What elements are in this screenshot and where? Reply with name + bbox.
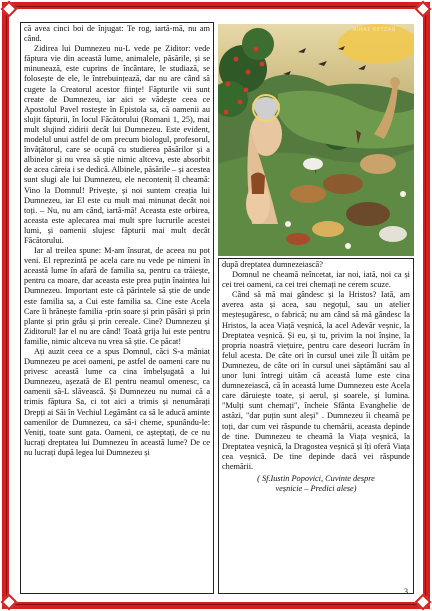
adam-naming-animals-icon (218, 24, 414, 256)
left-column-text (24, 24, 210, 592)
paragraph: Domnul ne cheamă neîncetat, iar noi, iată, noi ca și cei trei oameni, ca cei trei chemați ne cerem scuze. (222, 270, 410, 290)
paragraph: Când să mă mai gândesc și la Hristos? Iată, am averea asta și acea, sau negoțul, sau un atelier meșteșugăresc, o fabrică; nu am când să mă gândesc la Hristos, la acea Viață veșnică, la acel Adevăr veșnic, la Dreptatea veșnică. Și eu, și tu, privim la noi înșine, la propria noastră viețuire, pentru care deseori lucrăm în felul acesta. De câte ori în cursul unei zile Îl uităm pe Dumnezeu, de câte ori în cursul unei săptămâni sau al unor luni întregi uităm că această lume este cina dumnezeiască, că în această lume Dumnezeu este Acela care dăruiește toate, și aerul, și soarele, și lumina. "Mulți sunt chemați", încheie Sfânta Evanghelie de astăzi, "dar puțin sunt aleși" . Dumnezeu îi cheamă pe toți, dar cum vei răspunde tu chemării, aceasta depinde de tine. Dumnezeu te cheamă la Viața veșnică, la Dreptatea veșnică, la Dragostea veșnică și îți oferă Viața cea veșnică. De tine depinde dacă vei răspunde chemării. (222, 290, 410, 471)
paragraph: că avea cinci boi de înjugat: Te rog, iartă-mă, nu am când. (24, 24, 210, 44)
paragraph: Iar al treilea spune: M-am însurat, de aceea nu pot veni. El reprezintă pe acela care nu vede pe nimeni în această lume în afară de familia sa, pentru ca trăiește, pentru ca moare, dar aceasta este prea puțin înaintea lui Dumnezeu. Important este că părintele să știe de unde este familia sa, a Cui este familia sa. Cine este Acela Care îi hrănește familia -prin soare și prin păsări și prin plante și prin grâu și prin cereale. Cine? Dumnezeu și Ziditorul! Iar el nu are când! Toată grija lui este pentru familie, nimic altceva nu vrea să știe. Ce păcat! (24, 246, 210, 346)
source-citation (222, 474, 410, 494)
paragraph: Zidirea lui Dumnezeu nu-L vede pe Ziditor: vede făptura vie din această lume, animalele, păsările, și se minunează, este cuprins de încântare, le studiază, se folosește de ele, le întrebuințează, dar nu are când să cugete la Creatorul acestor ființe! Făpturile vii sunt create de Dumnezeu, iar aici se vădește ceea ce Apostolul Pavel rostește în Epistola sa, că oamenii au slujit făpturii, în locul Făcătorului (Romani 1, 25), mai mult slujind zidirii decât lui Dumnezeu. Este evident, modelul unui astfel de om precum biologul, profesorul, învățătorul, care se ocupă cu studierea păsărilor și a albinelor și nu vrea să știe nimic altceva, este absorbit de acea căreia i se dedică. Albinele, păsările – și acestea sunt slugi ale lui Dumnezeu, ele neconteniț îl cheamă: Vino la Domnul! Privește, și noi suntem creația lui Dumnezeu, iar El este cu mult mai minunat decât noi toți. – Nu, nu am când, iartă-mă! Aceasta este orbirea, aceasta este aplecarea mai mult spre lucrurile acestei lumi, și oamenii slujesc făpturii mai mult decât Făcătorului. (24, 44, 210, 245)
right-column-text (222, 260, 410, 592)
paragraph: Ați auzit ceea ce a spus Domnul, căci S-a mâniat Dumnezeu pe acei oameni, pe astfel de oameni care nu privesc această lume ca cina îmbelșugată a lui Dumnezeu, așezată de El pentru neamul omenesc, ca oamenii să-L slăvească. Și Dumnezeu nu numai că a trimis făptura Sa, ci tot aici a trimis și nenumărați Drepți ai Săi în Vechiul Legământ ca să le aducă aminte oamenilor de Dumnezeu, ca să-i cheme, spunându-le: Veniți, toate sunt gata. Oameni, ce așteptați, de ce nu lucrați dreptatea lui Dumnezeu în această lume? De ce nu lucrați după legea lui Dumnezeu și (24, 347, 210, 457)
paragraph: după dreptatea dumnezeiască? (222, 260, 323, 269)
citation-line: ( Sf.Iustin Popovici, Cuvinte despre (257, 473, 375, 483)
icon-image (218, 24, 414, 256)
citation-line: veșnicie – Predici alese) (275, 484, 357, 494)
icon-inscription: ΜΙΝΑΣ ΚΕΤΖΑΝ (352, 27, 396, 33)
page-number: 3 (404, 587, 408, 596)
